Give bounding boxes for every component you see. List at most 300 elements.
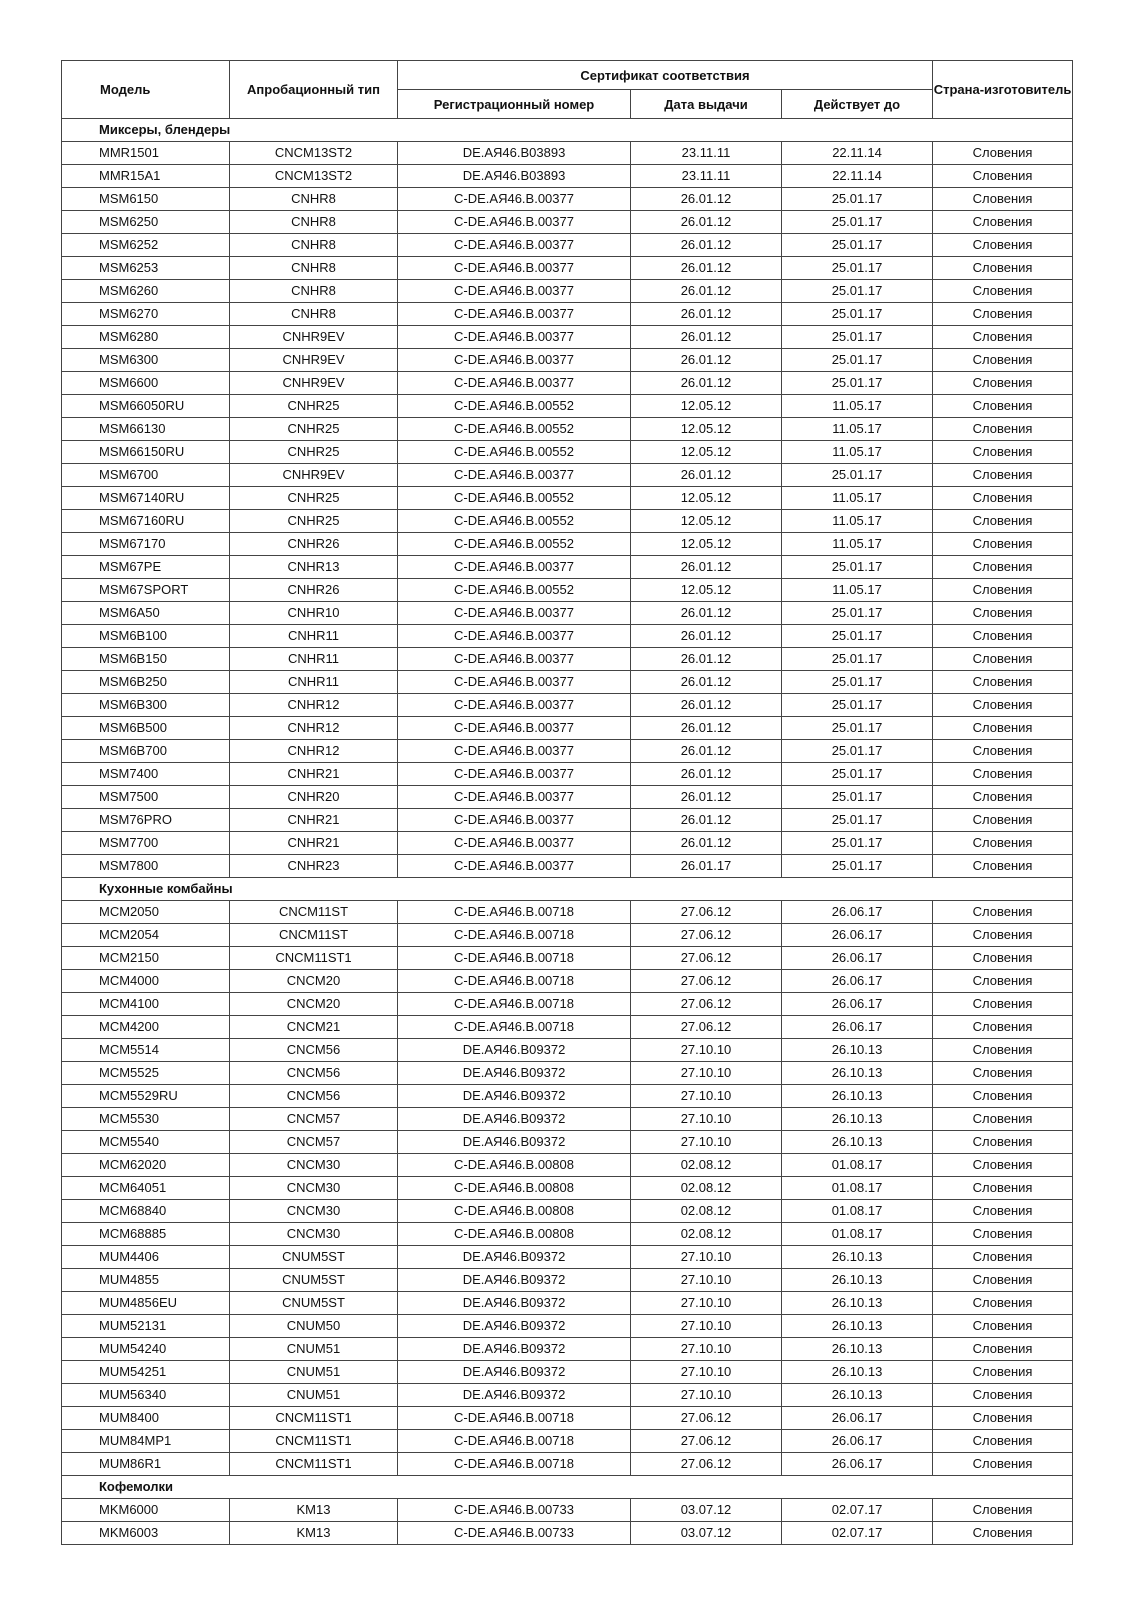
table-header	[62, 61, 1073, 119]
valid-until-cell: 02.07.17	[782, 1499, 933, 1522]
valid-until-cell: 26.10.13	[782, 1338, 933, 1361]
reg-number-cell: C-DE.АЯ46.B.00733	[398, 1522, 631, 1545]
country-cell: Словения	[933, 257, 1073, 280]
approval-type-cell: CNUM5ST	[230, 1269, 398, 1292]
issue-date-cell: 26.01.12	[631, 763, 782, 786]
reg-number-cell: C-DE.АЯ46.B.00718	[398, 1407, 631, 1430]
issue-date-cell: 26.01.12	[631, 671, 782, 694]
model-cell: MSM6B250	[62, 671, 230, 694]
approval-type-cell: CNCM11ST	[230, 901, 398, 924]
header-issue-date: Дата выдачи	[631, 90, 782, 119]
issue-date-cell: 26.01.12	[631, 625, 782, 648]
valid-until-cell: 01.08.17	[782, 1200, 933, 1223]
country-cell: Словения	[933, 280, 1073, 303]
approval-type-cell: CNHR8	[230, 303, 398, 326]
valid-until-cell: 26.10.13	[782, 1292, 933, 1315]
country-cell: Словения	[933, 1315, 1073, 1338]
model-cell: MUM56340	[62, 1384, 230, 1407]
reg-number-cell: C-DE.АЯ46.B.00552	[398, 441, 631, 464]
reg-number-cell: C-DE.АЯ46.B.00718	[398, 993, 631, 1016]
country-cell: Словения	[933, 142, 1073, 165]
country-cell: Словения	[933, 993, 1073, 1016]
reg-number-cell: C-DE.АЯ46.B.00377	[398, 740, 631, 763]
approval-type-cell: CNHR9EV	[230, 372, 398, 395]
reg-number-cell: DE.АЯ46.B09372	[398, 1246, 631, 1269]
model-cell: MCM2150	[62, 947, 230, 970]
issue-date-cell: 26.01.12	[631, 234, 782, 257]
reg-number-cell: DE.АЯ46.B09372	[398, 1039, 631, 1062]
valid-until-cell: 22.11.14	[782, 142, 933, 165]
table-row	[62, 418, 1073, 441]
approval-type-cell: CNHR25	[230, 510, 398, 533]
valid-until-cell: 11.05.17	[782, 418, 933, 441]
valid-until-cell: 26.10.13	[782, 1085, 933, 1108]
table-row	[62, 1246, 1073, 1269]
model-cell: MSM66050RU	[62, 395, 230, 418]
valid-until-cell: 26.10.13	[782, 1246, 933, 1269]
reg-number-cell: C-DE.АЯ46.B.00718	[398, 924, 631, 947]
reg-number-cell: C-DE.АЯ46.B.00718	[398, 1430, 631, 1453]
model-cell: MSM66130	[62, 418, 230, 441]
reg-number-cell: C-DE.АЯ46.B.00733	[398, 1499, 631, 1522]
approval-type-cell: CNCM11ST1	[230, 1430, 398, 1453]
issue-date-cell: 27.06.12	[631, 1016, 782, 1039]
header-approval-type: Апробационный тип	[230, 61, 398, 119]
country-cell: Словения	[933, 1407, 1073, 1430]
valid-until-cell: 26.06.17	[782, 1016, 933, 1039]
model-cell: MCM64051	[62, 1177, 230, 1200]
table-row	[62, 533, 1073, 556]
issue-date-cell: 12.05.12	[631, 579, 782, 602]
approval-type-cell: CNCM56	[230, 1039, 398, 1062]
table-row	[62, 1108, 1073, 1131]
country-cell: Словения	[933, 648, 1073, 671]
approval-type-cell: CNHR25	[230, 395, 398, 418]
approval-type-cell: KM13	[230, 1522, 398, 1545]
valid-until-cell: 25.01.17	[782, 326, 933, 349]
table-row	[62, 625, 1073, 648]
table-row	[62, 1361, 1073, 1384]
valid-until-cell: 25.01.17	[782, 625, 933, 648]
section-title: Кухонные комбайны	[62, 878, 1073, 901]
reg-number-cell: DE.АЯ46.B09372	[398, 1384, 631, 1407]
model-cell: MSM6252	[62, 234, 230, 257]
approval-type-cell: CNHR25	[230, 441, 398, 464]
model-cell: MSM6280	[62, 326, 230, 349]
valid-until-cell: 26.10.13	[782, 1108, 933, 1131]
country-cell: Словения	[933, 510, 1073, 533]
model-cell: MSM67PE	[62, 556, 230, 579]
issue-date-cell: 26.01.12	[631, 832, 782, 855]
country-cell: Словения	[933, 625, 1073, 648]
model-cell: MSM67160RU	[62, 510, 230, 533]
issue-date-cell: 12.05.12	[631, 487, 782, 510]
approval-type-cell: CNCM11ST	[230, 924, 398, 947]
country-cell: Словения	[933, 1361, 1073, 1384]
table-row	[62, 142, 1073, 165]
valid-until-cell: 25.01.17	[782, 303, 933, 326]
table-row	[62, 740, 1073, 763]
table-row	[62, 1407, 1073, 1430]
approval-type-cell: CNCM30	[230, 1200, 398, 1223]
table-row	[62, 441, 1073, 464]
valid-until-cell: 25.01.17	[782, 257, 933, 280]
country-cell: Словения	[933, 1016, 1073, 1039]
country-cell: Словения	[933, 1062, 1073, 1085]
country-cell: Словения	[933, 901, 1073, 924]
reg-number-cell: C-DE.АЯ46.B.00808	[398, 1200, 631, 1223]
country-cell: Словения	[933, 395, 1073, 418]
issue-date-cell: 03.07.12	[631, 1522, 782, 1545]
reg-number-cell: C-DE.АЯ46.B.00377	[398, 303, 631, 326]
valid-until-cell: 26.06.17	[782, 970, 933, 993]
reg-number-cell: C-DE.АЯ46.B.00377	[398, 349, 631, 372]
valid-until-cell: 11.05.17	[782, 533, 933, 556]
model-cell: MSM67170	[62, 533, 230, 556]
model-cell: MCM5529RU	[62, 1085, 230, 1108]
reg-number-cell: C-DE.АЯ46.B.00377	[398, 464, 631, 487]
valid-until-cell: 25.01.17	[782, 786, 933, 809]
table-row	[62, 694, 1073, 717]
issue-date-cell: 27.10.10	[631, 1039, 782, 1062]
country-cell: Словения	[933, 1338, 1073, 1361]
issue-date-cell: 27.06.12	[631, 1430, 782, 1453]
reg-number-cell: DE.АЯ46.B09372	[398, 1292, 631, 1315]
country-cell: Словения	[933, 234, 1073, 257]
valid-until-cell: 11.05.17	[782, 441, 933, 464]
country-cell: Словения	[933, 1039, 1073, 1062]
approval-type-cell: CNHR12	[230, 694, 398, 717]
valid-until-cell: 25.01.17	[782, 464, 933, 487]
approval-type-cell: CNCM30	[230, 1177, 398, 1200]
valid-until-cell: 26.10.13	[782, 1269, 933, 1292]
valid-until-cell: 01.08.17	[782, 1223, 933, 1246]
approval-type-cell: CNHR13	[230, 556, 398, 579]
reg-number-cell: C-DE.АЯ46.B.00718	[398, 947, 631, 970]
country-cell: Словения	[933, 1384, 1073, 1407]
model-cell: MCM62020	[62, 1154, 230, 1177]
issue-date-cell: 27.10.10	[631, 1361, 782, 1384]
approval-type-cell: CNUM5ST	[230, 1292, 398, 1315]
approval-type-cell: CNUM51	[230, 1338, 398, 1361]
approval-type-cell: CNCM20	[230, 993, 398, 1016]
approval-type-cell: CNUM51	[230, 1384, 398, 1407]
valid-until-cell: 25.01.17	[782, 717, 933, 740]
country-cell: Словения	[933, 556, 1073, 579]
table-row	[62, 1338, 1073, 1361]
approval-type-cell: KM13	[230, 1499, 398, 1522]
approval-type-cell: CNCM57	[230, 1108, 398, 1131]
valid-until-cell: 26.10.13	[782, 1315, 933, 1338]
table-row	[62, 579, 1073, 602]
table-row	[62, 1085, 1073, 1108]
model-cell: MCM5514	[62, 1039, 230, 1062]
section-title: Кофемолки	[62, 1476, 1073, 1499]
valid-until-cell: 25.01.17	[782, 602, 933, 625]
section-row	[62, 119, 1073, 142]
valid-until-cell: 01.08.17	[782, 1177, 933, 1200]
table-row	[62, 1292, 1073, 1315]
country-cell: Словения	[933, 1085, 1073, 1108]
approval-type-cell: CNCM11ST1	[230, 1407, 398, 1430]
country-cell: Словения	[933, 694, 1073, 717]
approval-type-cell: CNCM30	[230, 1223, 398, 1246]
valid-until-cell: 25.01.17	[782, 211, 933, 234]
approval-type-cell: CNUM5ST	[230, 1246, 398, 1269]
model-cell: MSM7700	[62, 832, 230, 855]
country-cell: Словения	[933, 165, 1073, 188]
model-cell: MSM7400	[62, 763, 230, 786]
approval-type-cell: CNHR10	[230, 602, 398, 625]
country-cell: Словения	[933, 579, 1073, 602]
issue-date-cell: 12.05.12	[631, 510, 782, 533]
approval-type-cell: CNHR9EV	[230, 464, 398, 487]
issue-date-cell: 27.06.12	[631, 993, 782, 1016]
approval-type-cell: CNHR26	[230, 579, 398, 602]
table-row	[62, 1315, 1073, 1338]
model-cell: MUM4406	[62, 1246, 230, 1269]
valid-until-cell: 26.06.17	[782, 1453, 933, 1476]
approval-type-cell: CNHR12	[230, 717, 398, 740]
valid-until-cell: 26.10.13	[782, 1039, 933, 1062]
issue-date-cell: 26.01.12	[631, 556, 782, 579]
model-cell: MSM6B500	[62, 717, 230, 740]
approval-type-cell: CNHR8	[230, 257, 398, 280]
model-cell: MUM54251	[62, 1361, 230, 1384]
valid-until-cell: 25.01.17	[782, 855, 933, 878]
table-row	[62, 947, 1073, 970]
table-row	[62, 372, 1073, 395]
table-row	[62, 280, 1073, 303]
issue-date-cell: 27.10.10	[631, 1315, 782, 1338]
table-row	[62, 1039, 1073, 1062]
issue-date-cell: 26.01.12	[631, 188, 782, 211]
issue-date-cell: 26.01.12	[631, 694, 782, 717]
reg-number-cell: C-DE.АЯ46.B.00718	[398, 901, 631, 924]
valid-until-cell: 25.01.17	[782, 556, 933, 579]
table-row	[62, 510, 1073, 533]
valid-until-cell: 25.01.17	[782, 648, 933, 671]
issue-date-cell: 12.05.12	[631, 418, 782, 441]
reg-number-cell: DE.АЯ46.B09372	[398, 1361, 631, 1384]
model-cell: MSM67140RU	[62, 487, 230, 510]
model-cell: MUM4856EU	[62, 1292, 230, 1315]
model-cell: MCM5530	[62, 1108, 230, 1131]
issue-date-cell: 03.07.12	[631, 1499, 782, 1522]
table-row	[62, 1016, 1073, 1039]
table-row	[62, 464, 1073, 487]
header-model: Модель	[62, 61, 230, 119]
table-row	[62, 556, 1073, 579]
reg-number-cell: DE.АЯ46.B09372	[398, 1131, 631, 1154]
issue-date-cell: 26.01.12	[631, 464, 782, 487]
valid-until-cell: 26.06.17	[782, 1430, 933, 1453]
country-cell: Словения	[933, 1453, 1073, 1476]
table-row	[62, 970, 1073, 993]
issue-date-cell: 02.08.12	[631, 1200, 782, 1223]
issue-date-cell: 26.01.12	[631, 257, 782, 280]
country-cell: Словения	[933, 1292, 1073, 1315]
approval-type-cell: CNCM57	[230, 1131, 398, 1154]
reg-number-cell: DE.АЯ46.B09372	[398, 1315, 631, 1338]
model-cell: MCM4200	[62, 1016, 230, 1039]
issue-date-cell: 26.01.12	[631, 349, 782, 372]
country-cell: Словения	[933, 671, 1073, 694]
country-cell: Словения	[933, 326, 1073, 349]
reg-number-cell: C-DE.АЯ46.B.00377	[398, 211, 631, 234]
model-cell: MSM6250	[62, 211, 230, 234]
issue-date-cell: 27.10.10	[631, 1062, 782, 1085]
country-cell: Словения	[933, 188, 1073, 211]
valid-until-cell: 26.06.17	[782, 947, 933, 970]
country-cell: Словения	[933, 832, 1073, 855]
reg-number-cell: C-DE.АЯ46.B.00377	[398, 372, 631, 395]
issue-date-cell: 27.06.12	[631, 947, 782, 970]
table-row	[62, 1453, 1073, 1476]
reg-number-cell: C-DE.АЯ46.B.00552	[398, 487, 631, 510]
table-row	[62, 1131, 1073, 1154]
table-row	[62, 1062, 1073, 1085]
valid-until-cell: 25.01.17	[782, 349, 933, 372]
issue-date-cell: 27.10.10	[631, 1384, 782, 1407]
issue-date-cell: 27.06.12	[631, 924, 782, 947]
table-row	[62, 1522, 1073, 1545]
model-cell: MSM6270	[62, 303, 230, 326]
model-cell: MCM5540	[62, 1131, 230, 1154]
model-cell: MCM68840	[62, 1200, 230, 1223]
approval-type-cell: CNCM13ST2	[230, 165, 398, 188]
approval-type-cell: CNHR9EV	[230, 349, 398, 372]
model-cell: MSM6150	[62, 188, 230, 211]
reg-number-cell: C-DE.АЯ46.B.00377	[398, 648, 631, 671]
country-cell: Словения	[933, 1200, 1073, 1223]
table-row	[62, 717, 1073, 740]
country-cell: Словения	[933, 349, 1073, 372]
country-cell: Словения	[933, 1246, 1073, 1269]
approval-type-cell: CNCM11ST1	[230, 947, 398, 970]
model-cell: MUM52131	[62, 1315, 230, 1338]
country-cell: Словения	[933, 1499, 1073, 1522]
model-cell: MSM6700	[62, 464, 230, 487]
country-cell: Словения	[933, 464, 1073, 487]
table-body	[62, 119, 1073, 1545]
reg-number-cell: DE.АЯ46.B09372	[398, 1062, 631, 1085]
valid-until-cell: 25.01.17	[782, 694, 933, 717]
header-valid-until: Действует до	[782, 90, 933, 119]
table-row	[62, 1499, 1073, 1522]
valid-until-cell: 26.10.13	[782, 1131, 933, 1154]
section-row	[62, 878, 1073, 901]
issue-date-cell: 27.06.12	[631, 970, 782, 993]
country-cell: Словения	[933, 1223, 1073, 1246]
issue-date-cell: 27.10.10	[631, 1269, 782, 1292]
reg-number-cell: C-DE.АЯ46.B.00552	[398, 533, 631, 556]
valid-until-cell: 25.01.17	[782, 832, 933, 855]
valid-until-cell: 01.08.17	[782, 1154, 933, 1177]
reg-number-cell: C-DE.АЯ46.B.00552	[398, 579, 631, 602]
issue-date-cell: 27.10.10	[631, 1338, 782, 1361]
reg-number-cell: C-DE.АЯ46.B.00377	[398, 556, 631, 579]
model-cell: MUM4855	[62, 1269, 230, 1292]
table-row	[62, 349, 1073, 372]
approval-type-cell: CNHR20	[230, 786, 398, 809]
model-cell: MUM84MP1	[62, 1430, 230, 1453]
model-cell: MMR1501	[62, 142, 230, 165]
table-row	[62, 188, 1073, 211]
approval-type-cell: CNHR8	[230, 188, 398, 211]
country-cell: Словения	[933, 418, 1073, 441]
table-row	[62, 211, 1073, 234]
country-cell: Словения	[933, 211, 1073, 234]
model-cell: MSM6A50	[62, 602, 230, 625]
country-cell: Словения	[933, 809, 1073, 832]
model-cell: MSM6B100	[62, 625, 230, 648]
table-row	[62, 487, 1073, 510]
table-row	[62, 1269, 1073, 1292]
valid-until-cell: 25.01.17	[782, 671, 933, 694]
model-cell: MSM6600	[62, 372, 230, 395]
country-cell: Словения	[933, 372, 1073, 395]
approval-type-cell: CNHR11	[230, 648, 398, 671]
issue-date-cell: 23.11.11	[631, 142, 782, 165]
reg-number-cell: C-DE.АЯ46.B.00808	[398, 1177, 631, 1200]
table-row	[62, 786, 1073, 809]
table-row	[62, 395, 1073, 418]
approval-type-cell: CNHR26	[230, 533, 398, 556]
model-cell: MCM4000	[62, 970, 230, 993]
approval-type-cell: CNHR11	[230, 671, 398, 694]
country-cell: Словения	[933, 602, 1073, 625]
reg-number-cell: C-DE.АЯ46.B.00808	[398, 1223, 631, 1246]
model-cell: MSM76PRO	[62, 809, 230, 832]
table-row	[62, 855, 1073, 878]
valid-until-cell: 26.06.17	[782, 924, 933, 947]
model-cell: MCM2054	[62, 924, 230, 947]
table-row	[62, 234, 1073, 257]
reg-number-cell: C-DE.АЯ46.B.00808	[398, 1154, 631, 1177]
table-row	[62, 924, 1073, 947]
valid-until-cell: 26.10.13	[782, 1361, 933, 1384]
issue-date-cell: 12.05.12	[631, 441, 782, 464]
reg-number-cell: C-DE.АЯ46.B.00377	[398, 188, 631, 211]
approval-type-cell: CNUM51	[230, 1361, 398, 1384]
approval-type-cell: CNCM21	[230, 1016, 398, 1039]
approval-type-cell: CNHR21	[230, 763, 398, 786]
country-cell: Словения	[933, 1108, 1073, 1131]
approval-type-cell: CNCM56	[230, 1085, 398, 1108]
table-row	[62, 809, 1073, 832]
reg-number-cell: C-DE.АЯ46.B.00718	[398, 1453, 631, 1476]
valid-until-cell: 26.06.17	[782, 993, 933, 1016]
model-cell: MSM7800	[62, 855, 230, 878]
table-row	[62, 671, 1073, 694]
country-cell: Словения	[933, 533, 1073, 556]
approval-type-cell: CNHR8	[230, 211, 398, 234]
country-cell: Словения	[933, 1430, 1073, 1453]
issue-date-cell: 26.01.12	[631, 786, 782, 809]
model-cell: MSM6300	[62, 349, 230, 372]
reg-number-cell: C-DE.АЯ46.B.00377	[398, 786, 631, 809]
section-title: Миксеры, блендеры	[62, 119, 1073, 142]
issue-date-cell: 12.05.12	[631, 395, 782, 418]
country-cell: Словения	[933, 303, 1073, 326]
valid-until-cell: 11.05.17	[782, 487, 933, 510]
model-cell: MSM6B300	[62, 694, 230, 717]
table-row	[62, 901, 1073, 924]
valid-until-cell: 22.11.14	[782, 165, 933, 188]
issue-date-cell: 27.10.10	[631, 1246, 782, 1269]
country-cell: Словения	[933, 1177, 1073, 1200]
